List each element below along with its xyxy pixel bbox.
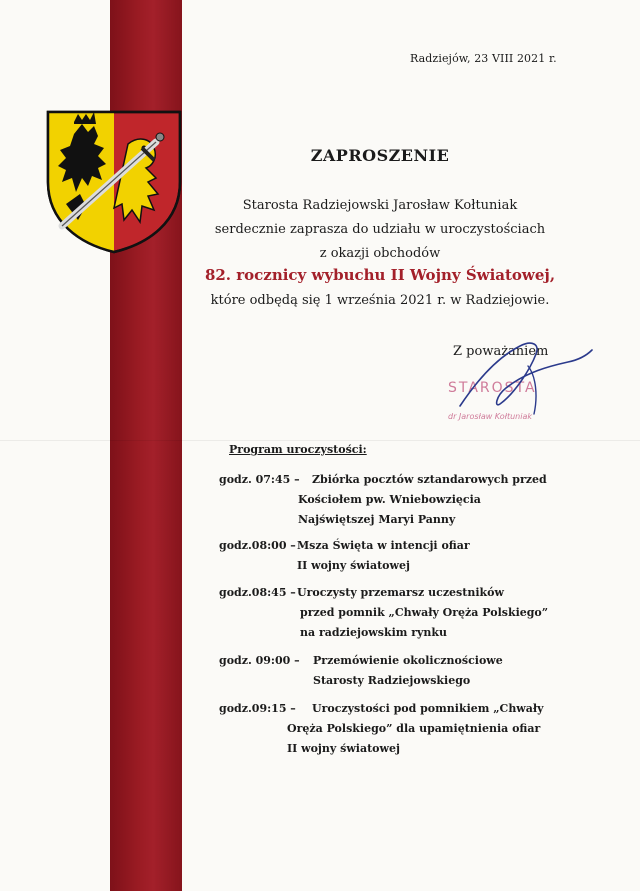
- program-line: Przemówienie okolicznościowe: [313, 654, 503, 667]
- invitation-highlight: 82. rocznicy wybuchu II Wojny Światowej,: [204, 266, 556, 284]
- program-line: Uroczysty przemarsz uczestników: [297, 586, 504, 599]
- program-time: godz. 09:00 –: [219, 654, 300, 667]
- program-time: godz.08:00 –: [219, 539, 296, 552]
- stamp-name: dr Jarosław Kołtuniak: [448, 412, 532, 421]
- closing-regards: Z poważaniem: [453, 344, 549, 359]
- program-line: Najświętszej Maryi Panny: [298, 513, 456, 526]
- date-line: Radziejów, 23 VIII 2021 r.: [410, 52, 557, 65]
- invitation-line-3: z okazji obchodów: [319, 246, 441, 261]
- program-line: Kościołem pw. Wniebowzięcia: [298, 493, 481, 506]
- program-time: godz.08:45 –: [219, 586, 296, 599]
- page-title: ZAPROSZENIE: [310, 146, 450, 165]
- invitation-line-1: Starosta Radziejowski Jarosław Kołtuniak: [242, 198, 518, 213]
- program-line: przed pomnik „Chwały Oręża Polskiego”: [300, 606, 549, 619]
- program-line: Zbiórka pocztów sztandarowych przed: [312, 473, 547, 486]
- program-heading: Program uroczystości:: [229, 443, 367, 456]
- program-line: Starosty Radziejowskiego: [313, 674, 471, 687]
- program-line: Uroczystości pod pomnikiem „Chwały: [312, 702, 544, 715]
- program-line: Oręża Polskiego” dla upamiętnienia ofiar: [287, 722, 541, 735]
- paper-fold-line: [0, 440, 640, 441]
- stamp-title: STAROSTA: [448, 380, 537, 396]
- coat-of-arms-icon: [44, 104, 184, 254]
- invitation-line-5: które odbędą się 1 września 2021 r. w Radziejowie.: [210, 293, 550, 308]
- program-line: II wojny światowej: [287, 742, 400, 755]
- program-line: II wojny światowej: [297, 559, 410, 572]
- program-line: na radziejowskim rynku: [300, 626, 448, 639]
- program-time: godz. 07:45 –: [219, 473, 300, 486]
- program-time: godz.09:15 –: [219, 702, 296, 715]
- handwritten-signature: [440, 336, 600, 426]
- program-line: Msza Święta w intencji ofiar: [297, 539, 470, 552]
- invitation-line-2: serdecznie zaprasza do udziału w uroczystościach: [214, 222, 546, 237]
